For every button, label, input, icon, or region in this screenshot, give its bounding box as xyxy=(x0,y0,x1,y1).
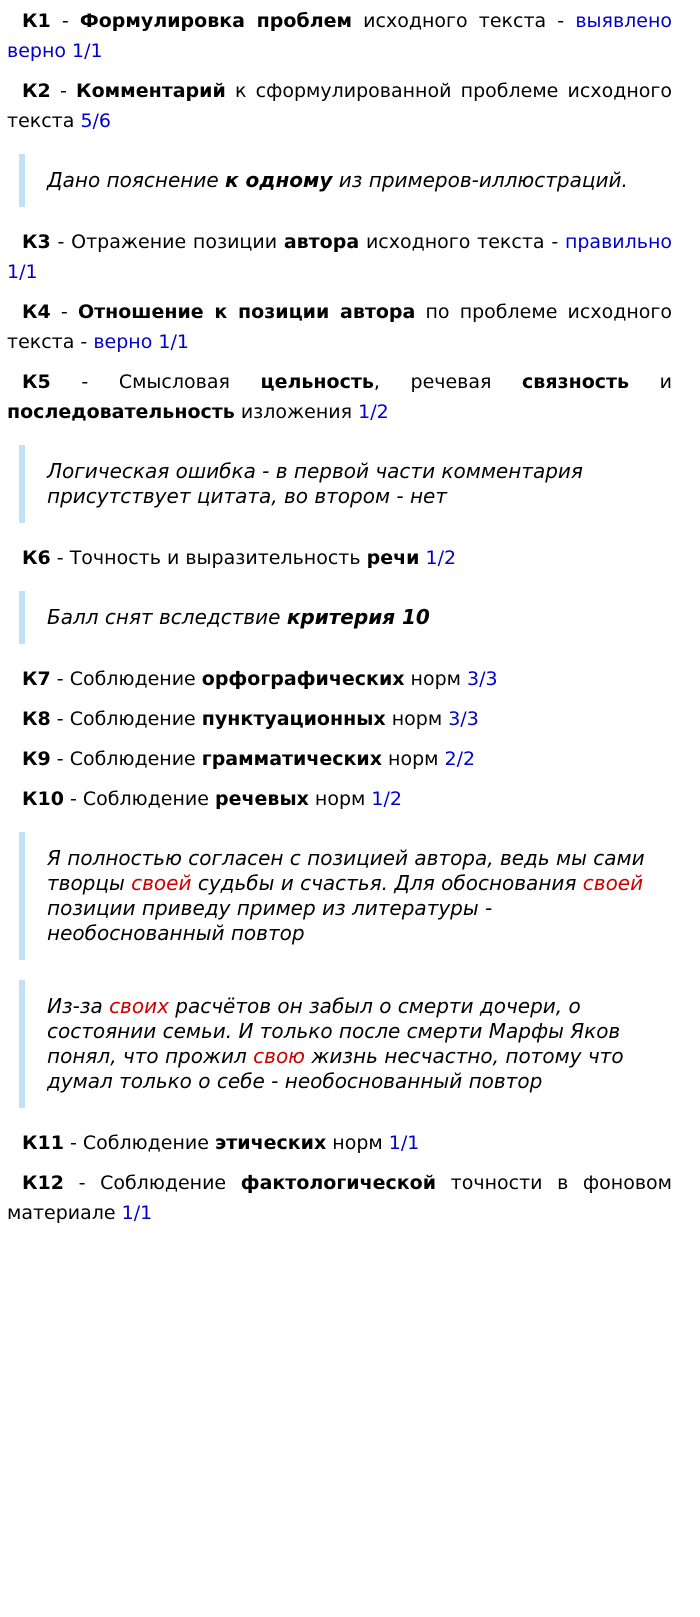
criterion-code: К4 xyxy=(22,301,51,323)
score-value: 1/2 xyxy=(358,401,389,423)
comment-quote xyxy=(19,154,672,207)
text-segment: исходного текста - xyxy=(352,10,576,32)
text-segment: Балл снят вследствие xyxy=(47,605,287,629)
highlighted-repeat: своей xyxy=(582,871,644,895)
comment-quote xyxy=(19,980,672,1108)
emphasis-text: связность xyxy=(522,371,630,393)
text-segment: норм xyxy=(385,708,449,730)
criterion-code: К12 xyxy=(22,1172,64,1194)
criterion-code: К5 xyxy=(22,371,51,393)
score-value: 1/2 xyxy=(425,547,457,569)
text-segment: , речевая xyxy=(373,371,523,393)
comment-quote xyxy=(19,832,672,960)
text-segment: по проблеме исходного текста - xyxy=(7,301,672,353)
emphasis-text: фактологической xyxy=(240,1172,437,1194)
criterion-code: К2 xyxy=(22,80,51,102)
criterion-k3 xyxy=(7,227,672,287)
highlighted-repeat: свою xyxy=(253,1044,306,1068)
criterion-k7 xyxy=(7,664,672,694)
criterion-k6 xyxy=(7,543,672,573)
emphasis-text: Формулировка проблем xyxy=(79,10,353,32)
criterion-code: К6 xyxy=(22,547,51,569)
text-segment: - Соблюдение xyxy=(50,668,202,690)
highlighted-repeat: своей xyxy=(131,871,192,895)
text-segment: - Смысловая xyxy=(50,371,261,393)
text-segment: - Точность и выразительность xyxy=(50,547,367,569)
score-value: 1/2 xyxy=(371,788,402,810)
text-segment: точности в фоновом материале xyxy=(7,1172,672,1224)
criterion-code: К3 xyxy=(22,231,51,253)
text-segment: - Отражение позиции xyxy=(50,231,284,253)
text-segment: судьбы и счастья. Для обоснования xyxy=(191,871,583,895)
text-segment: - Соблюдение xyxy=(50,708,202,730)
emphasis-text: автора xyxy=(283,231,360,253)
criterion-k8 xyxy=(7,704,672,734)
text-segment: к сформулированной проблеме исходного текста xyxy=(7,80,673,132)
text-segment: норм xyxy=(382,748,445,770)
text-segment: Я полностью согласен с позицией автора, ведь мы сами творцы xyxy=(47,846,645,895)
emphasis-text: Отношение к позиции автора xyxy=(77,301,416,323)
highlighted-repeat: своих xyxy=(109,994,169,1018)
text-segment: Из-за xyxy=(47,994,110,1018)
text-segment: - Соблюдение xyxy=(63,1132,215,1154)
comment-quote xyxy=(19,445,672,523)
emphasis-text: к одному xyxy=(225,168,333,192)
text-segment: Логическая ошибка - в первой части комментария присутствует цитата, во втором - нет xyxy=(47,459,583,508)
text-segment: Дано пояснение xyxy=(47,168,226,192)
text-segment: норм xyxy=(404,668,468,690)
text-segment: - xyxy=(50,80,77,102)
score-value: 1/1 xyxy=(388,1132,420,1154)
emphasis-text: критерия 10 xyxy=(286,605,430,629)
emphasis-text: Комментарий xyxy=(76,80,226,102)
score-value: правильно 1/1 xyxy=(7,231,673,283)
criterion-k1 xyxy=(7,6,672,66)
criterion-k12 xyxy=(7,1168,672,1228)
text-segment: норм xyxy=(326,1132,389,1154)
criterion-code: К11 xyxy=(22,1132,64,1154)
emphasis-text: речи xyxy=(366,547,420,569)
text-segment: - xyxy=(50,301,78,323)
criterion-k2 xyxy=(7,76,672,136)
score-value: 1/1 xyxy=(121,1202,153,1224)
criterion-k11 xyxy=(7,1128,672,1158)
emphasis-text: последовательность xyxy=(7,401,235,423)
text-segment: жизнь несчастно, потому что думал только о себе - необоснованный повтор xyxy=(47,1044,624,1093)
criterion-code: К10 xyxy=(22,788,64,810)
emphasis-text: речевых xyxy=(215,788,309,810)
text-segment: позиции приведу пример из литературы - необоснованный повтор xyxy=(47,896,493,945)
emphasis-text: цельность xyxy=(260,371,374,393)
emphasis-text: этических xyxy=(215,1132,327,1154)
criterion-k5 xyxy=(7,367,672,427)
criterion-k4 xyxy=(7,297,672,357)
criterion-code: К9 xyxy=(22,748,51,770)
text-segment: из примеров-иллюстраций. xyxy=(332,168,628,192)
criterion-k9 xyxy=(7,744,672,774)
text-segment: норм xyxy=(308,788,372,810)
criterion-code: К8 xyxy=(22,708,51,730)
comment-quote xyxy=(19,591,672,644)
text-segment: - xyxy=(50,10,80,32)
emphasis-text: грамматических xyxy=(201,748,382,770)
text-segment: - Соблюдение xyxy=(63,1172,241,1194)
text-segment: исходного текста - xyxy=(359,231,565,253)
text-segment: - Соблюдение xyxy=(50,748,202,770)
score-value: 3/3 xyxy=(448,708,479,730)
criterion-code: К1 xyxy=(22,10,51,32)
score-value: 2/2 xyxy=(444,748,476,770)
score-value: 3/3 xyxy=(467,668,498,690)
text-segment: - Соблюдение xyxy=(63,788,215,810)
score-value: 5/6 xyxy=(80,110,112,132)
criterion-code: К7 xyxy=(22,668,51,690)
criterion-k10 xyxy=(7,784,672,814)
score-value: верно 1/1 xyxy=(93,331,189,353)
text-segment: расчётов он забыл о смерти дочери, о состоянии семьи. И только после смерти Марфы Яков понял, что прожил xyxy=(47,994,621,1068)
text-segment: изложения xyxy=(234,401,359,423)
emphasis-text: пунктуационных xyxy=(201,708,386,730)
emphasis-text: орфографических xyxy=(201,668,405,690)
score-value: выявлено верно 1/1 xyxy=(7,10,673,62)
text-segment: и xyxy=(629,371,672,393)
